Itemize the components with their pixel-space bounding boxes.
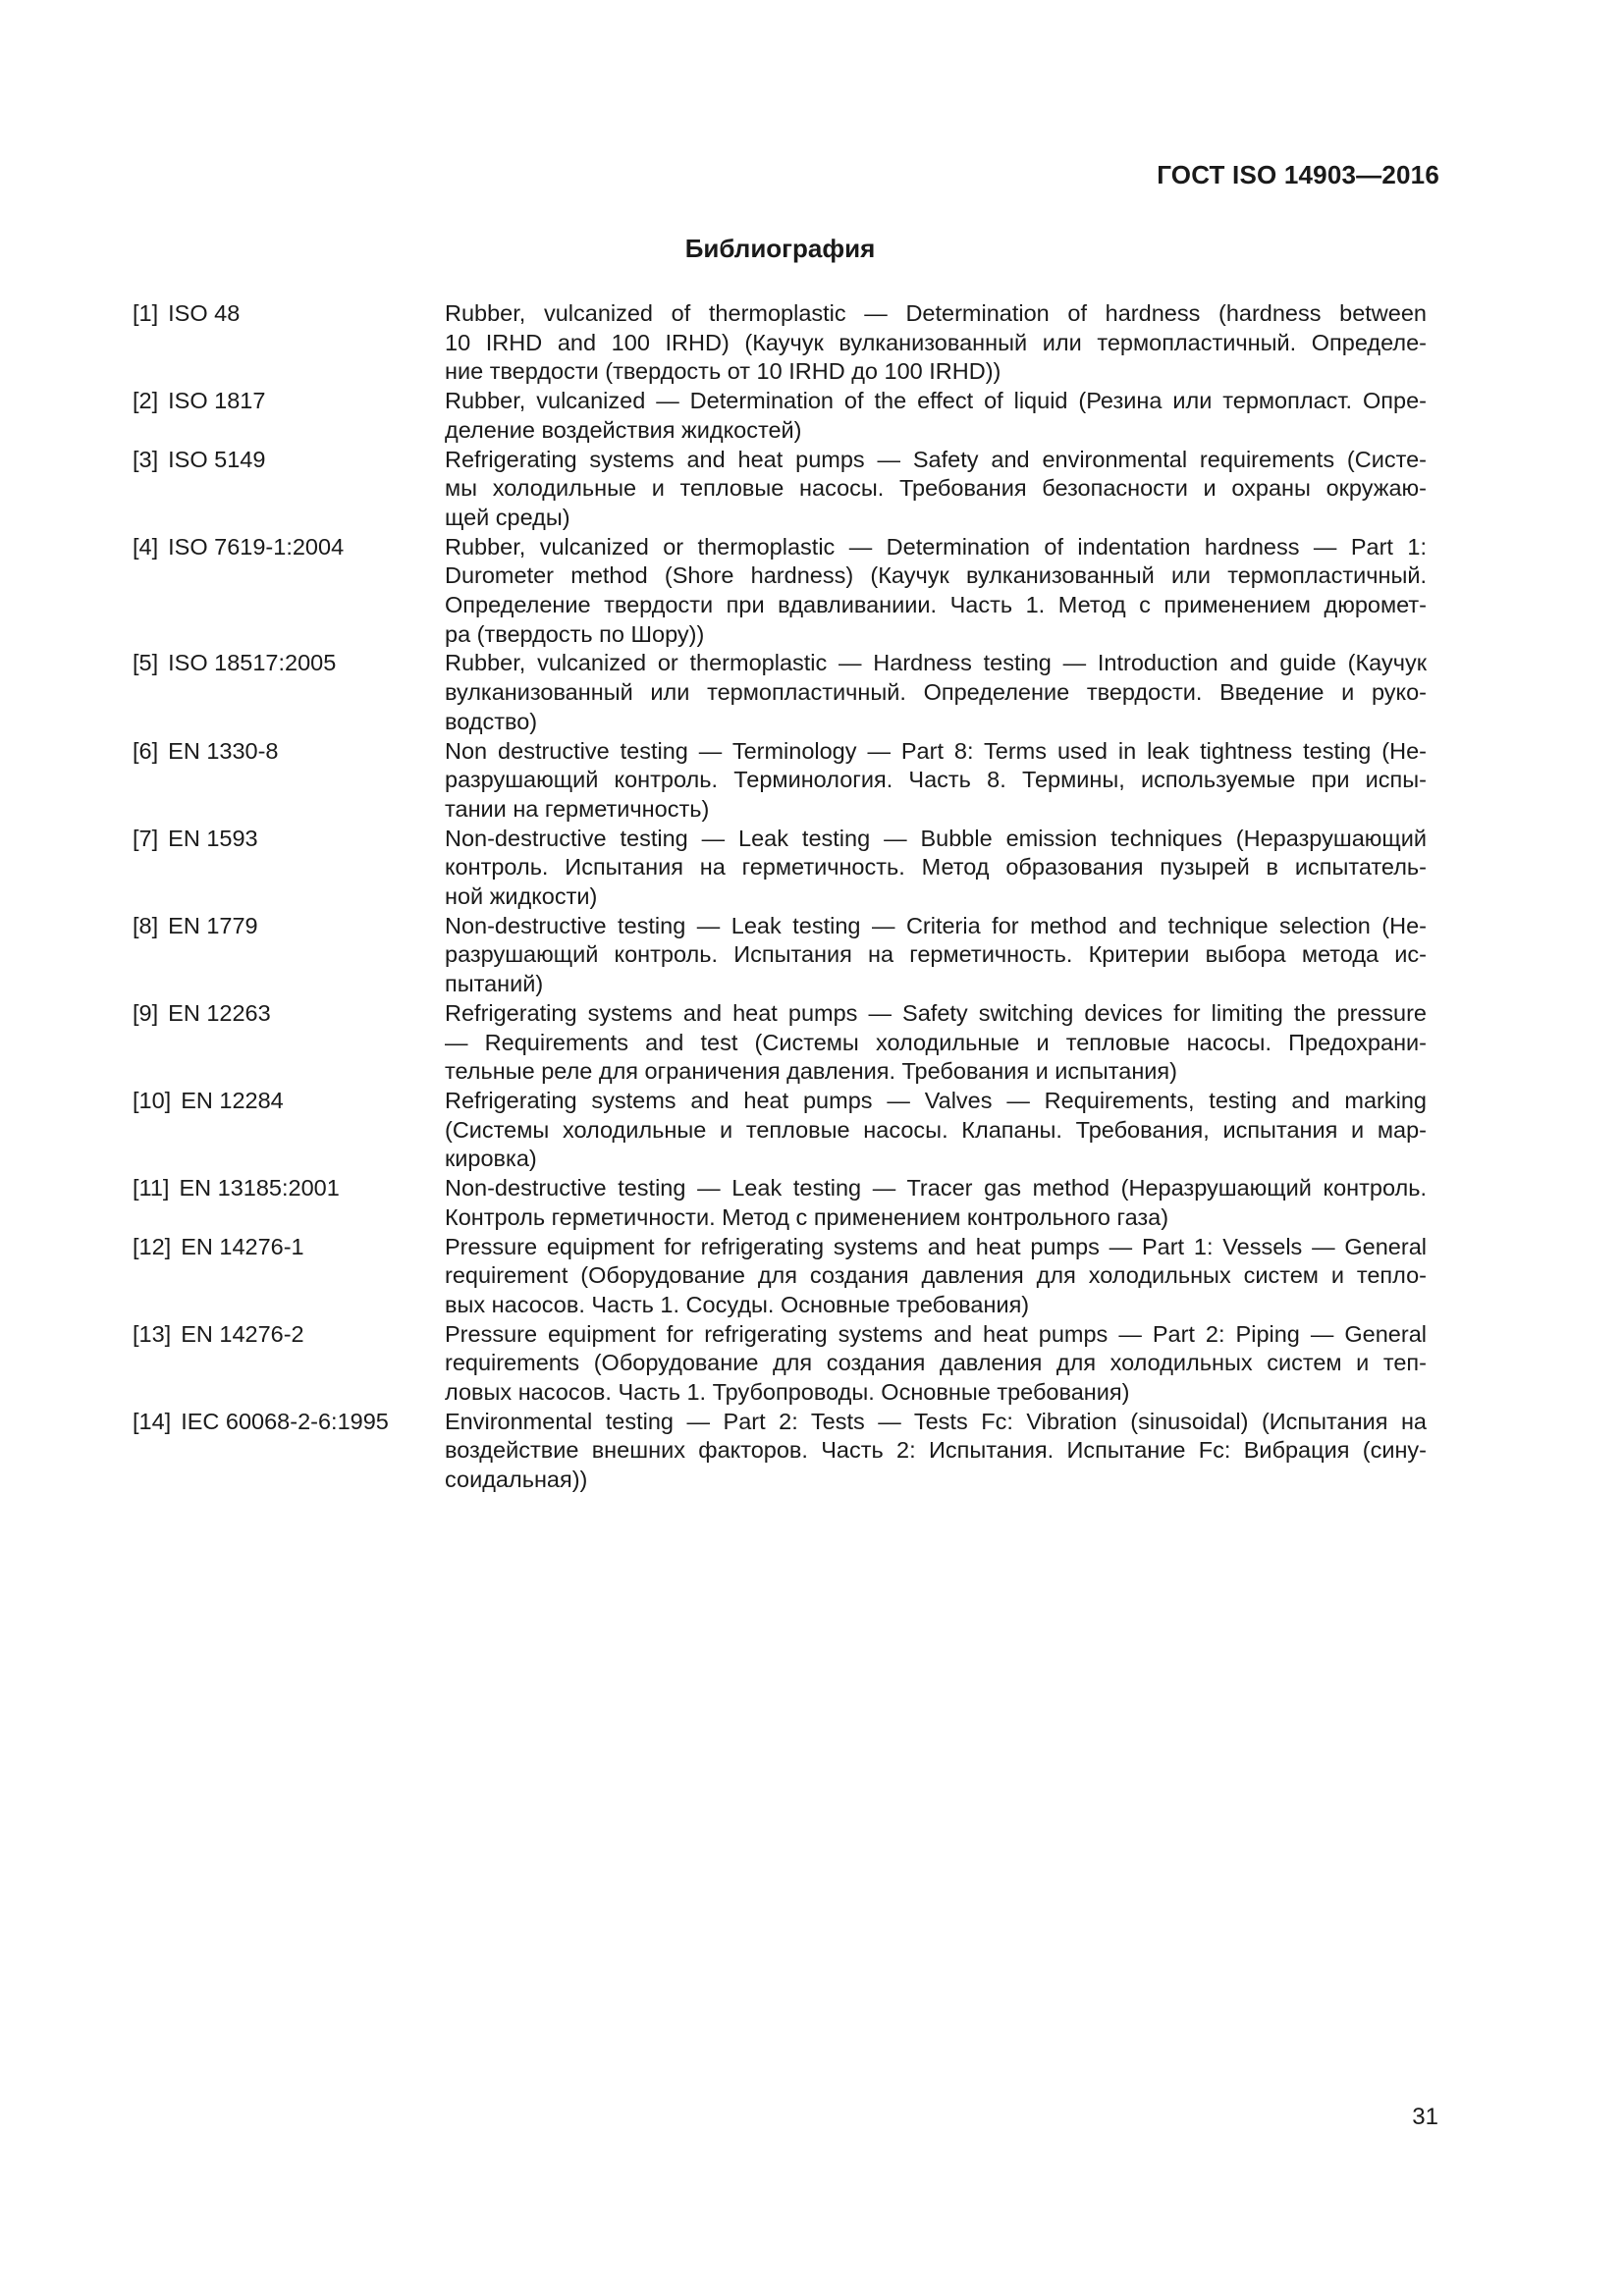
entry-reference [133,1408,445,1495]
bibliography-entry [133,737,1427,825]
entry-number: [3] [133,446,159,472]
entry-number: [10] [133,1087,172,1113]
entry-number: [11] [133,1175,170,1201]
entry-text-line: ной жидкости) [445,883,598,910]
bibliography-entry [133,1233,1427,1320]
bibliography-entry [133,999,1427,1087]
entry-text-line: Rubber, vulcanized — Determination of the effect of liquid (Резина или термопласт. Опре- [445,388,1427,414]
entry-description [445,1233,1427,1320]
entry-standard-code: EN 1779 [168,912,258,938]
entry-description [445,299,1427,387]
entry-text-line: водство) [445,708,538,734]
entry-text-line: ра (твердость по Шору)) [445,620,705,647]
entry-text-line: 10 IRHD and 100 IRHD) (Каучук вулканизованный или термопластичный. Определе- [445,329,1427,355]
entry-description [445,1408,1427,1495]
entry-reference [133,387,445,445]
entry-description [445,1174,1427,1232]
entry-text-line: соидальная)) [445,1467,588,1493]
entry-standard-code: EN 12284 [181,1087,284,1113]
entry-text-line: Rubber, vulcanized of thermoplastic — Determination of hardness (hardness between [445,300,1427,326]
entry-reference [133,649,445,736]
bibliography-list [133,299,1427,1495]
entry-standard-code: EN 1593 [168,825,258,851]
page-number: 31 [1412,2104,1438,2130]
entry-description [445,533,1427,650]
entry-text-line: щей среды) [445,504,570,530]
entry-standard-code: ISO 18517:2005 [168,650,337,676]
entry-text-line: (Системы холодильные и тепловые насосы. Клапаны. Требования, испытания и мар- [445,1116,1427,1143]
entry-text-line: тельные реле для ограничения давления. Требования и испытания) [445,1058,1177,1085]
entry-standard-code: EN 14276-1 [181,1233,304,1259]
entry-text-line: разрушающий контроль. Терминология. Часть 8. Термины, используемые при испы- [445,767,1427,793]
entry-number: [2] [133,388,159,414]
entry-text-line: контроль. Испытания на герметичность. Метод образования пузырей в испытатель- [445,854,1427,881]
entry-text-line: — Requirements and test (Системы холодильные и тепловые насосы. Предохрани- [445,1029,1427,1055]
entry-text-line: requirements (Оборудование для создания давления для холодильных систем и теп- [445,1350,1427,1376]
entry-description [445,825,1427,912]
entry-standard-code: IEC 60068-2-6:1995 [181,1408,389,1434]
entry-text-line: пытаний) [445,971,544,997]
entry-text-line: Pressure equipment for refrigerating systems and heat pumps — Part 1: Vessels — General [445,1233,1427,1259]
entry-number: [6] [133,737,159,764]
entry-text-line: деление воздействия жидкостей) [445,416,802,443]
entry-description [445,999,1427,1087]
entry-reference [133,533,445,650]
entry-reference [133,1174,445,1232]
bibliography-entry [133,1174,1427,1232]
entry-text-line: Контроль герметичности. Метод с применением контрольного газа) [445,1203,1169,1230]
entry-number: [13] [133,1320,172,1347]
entry-text-line: Refrigerating systems and heat pumps — Safety and environmental requirements (Систе- [445,446,1427,472]
entry-number: [5] [133,650,159,676]
entry-reference [133,1320,445,1408]
bibliography-entry [133,1087,1427,1174]
bibliography-entry [133,1408,1427,1495]
entry-text-line: Rubber, vulcanized or thermoplastic — Hardness testing — Introduction and guide (Каучук [445,650,1427,676]
entry-text-line: кировка) [445,1146,537,1172]
entry-text-line: Durometer method (Shore hardness) (Каучук вулканизованный или термопластичный. [445,562,1427,589]
entry-reference [133,825,445,912]
bibliography-entry [133,446,1427,533]
entry-standard-code: ISO 1817 [168,388,266,414]
entry-description [445,1087,1427,1174]
bibliography-entry [133,825,1427,912]
bibliography-entry [133,649,1427,736]
entry-text-line: Non-destructive testing — Leak testing — Criteria for method and technique selection (Не- [445,912,1427,938]
entry-text-line: ловых насосов. Часть 1. Трубопроводы. Основные требования) [445,1379,1130,1406]
entry-text-line: Non-destructive testing — Leak testing — Bubble emission techniques (Неразрушающий [445,825,1427,851]
entry-standard-code: EN 12263 [168,999,271,1026]
entry-text-line: ние твердости (твердость от 10 IRHD до 100 IRHD)) [445,358,1001,385]
entry-text-line: Pressure equipment for refrigerating systems and heat pumps — Part 2: Piping — General [445,1320,1427,1347]
entry-text-line: разрушающий контроль. Испытания на герметичность. Критерии выбора метода ис- [445,941,1427,968]
entry-text-line: Rubber, vulcanized or thermoplastic — Determination of indentation hardness — Part 1: [445,533,1427,560]
entry-standard-code: EN 14276-2 [181,1320,304,1347]
entry-standard-code: EN 13185:2001 [179,1175,340,1201]
entry-description [445,446,1427,533]
entry-reference [133,737,445,825]
entry-text-line: мы холодильные и тепловые насосы. Требования безопасности и охраны окружаю- [445,475,1427,502]
bibliography-entry [133,912,1427,999]
entry-reference [133,912,445,999]
bibliography-entry [133,387,1427,445]
entry-number: [4] [133,533,159,560]
entry-text-line: тании на герметичность) [445,795,710,822]
entry-text-line: воздействие внешних факторов. Часть 2: Испытания. Испытание Fc: Вибрация (сину- [445,1437,1427,1464]
entry-reference [133,446,445,533]
entry-text-line: Non destructive testing — Terminology — Part 8: Terms used in leak tightness testing (Не- [445,737,1427,764]
bibliography-entry [133,533,1427,650]
entry-text-line: Non-destructive testing — Leak testing — Tracer gas method (Неразрушающий контроль. [445,1175,1427,1201]
entry-number: [9] [133,999,159,1026]
entry-description [445,387,1427,445]
entry-text-line: requirement (Оборудование для создания давления для холодильных систем и тепло- [445,1262,1427,1289]
entry-standard-code: ISO 5149 [168,446,266,472]
entry-reference [133,299,445,387]
entry-text-line: Refrigerating systems and heat pumps — Valves — Requirements, testing and marking [445,1087,1427,1113]
page-title: Библиография [684,234,876,263]
entry-description [445,649,1427,736]
document-standard-header: ГОСТ ISO 14903—2016 [1157,160,1439,189]
entry-text-line: Определение твердости при вдавливаниии. Часть 1. Метод с применением дюромет- [445,592,1427,618]
entry-standard-code: ISO 7619-1:2004 [168,533,345,560]
entry-reference [133,1233,445,1320]
entry-number: [12] [133,1233,172,1259]
entry-text-line: вулканизованный или термопластичный. Определение твердости. Введение и руко- [445,679,1427,706]
entry-standard-code: ISO 48 [168,300,241,326]
bibliography-entry [133,299,1427,387]
entry-number: [1] [133,300,159,326]
entry-text-line: вых насосов. Часть 1. Сосуды. Основные требования) [445,1291,1030,1317]
entry-text-line: Environmental testing — Part 2: Tests — Tests Fc: Vibration (sinusoidal) (Испытания на [445,1408,1427,1434]
entry-standard-code: EN 1330-8 [168,737,279,764]
entry-text-line: Refrigerating systems and heat pumps — Safety switching devices for limiting the pressure [445,999,1427,1026]
entry-number: [14] [133,1408,172,1434]
bibliography-entry [133,1320,1427,1408]
entry-reference [133,999,445,1087]
entry-number: [8] [133,912,159,938]
entry-description [445,737,1427,825]
entry-reference [133,1087,445,1174]
entry-description [445,912,1427,999]
entry-description [445,1320,1427,1408]
entry-number: [7] [133,825,159,851]
